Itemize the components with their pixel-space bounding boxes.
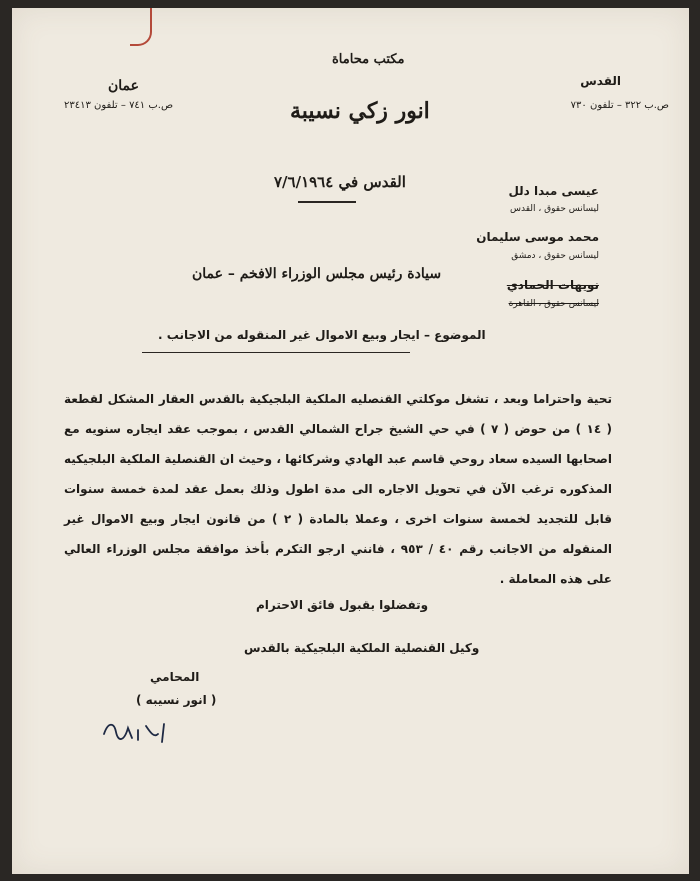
addressee: سيادة رئيس مجلس الوزراء الافخم – عمان: [192, 266, 442, 282]
partner-credential: ليسانس حقوق ، دمشق: [511, 251, 599, 261]
letter-page: [12, 8, 689, 874]
city-left: عمان: [108, 78, 139, 94]
address-left: ص.ب ٧٤١ – تلفون ٢٣٤١٣: [64, 100, 174, 111]
partner-name-struck: نويهات الحمادي: [506, 278, 599, 292]
red-pencil-mark: [130, 8, 152, 46]
closing-salutation: وتفضلوا بقبول فائق الاحترام: [256, 598, 429, 612]
handwritten-signature: [98, 712, 188, 746]
signatory-role: المحامي: [150, 670, 200, 684]
office-label: مكتب محاماة: [332, 52, 405, 67]
signatory-title: وكيل القنصلية الملكية البلجيكية بالقدس: [244, 641, 480, 655]
partner-credential: ليسانس حقوق ، القدس: [510, 204, 599, 214]
date-underline: [298, 201, 356, 203]
signatory-name: ( انور نسيبه ): [136, 693, 217, 707]
address-right: ص.ب ٣٢٢ – تلفون ٧٣٠: [570, 100, 669, 111]
partner-name: محمد موسى سليمان: [476, 230, 599, 244]
letter-date: القدس في ٧/٦/١٩٦٤: [274, 173, 406, 191]
city-right: القدس: [580, 74, 621, 88]
subject-underline: [142, 352, 410, 353]
partner-name: عيسى مبدا دلل: [508, 184, 599, 198]
subject-line: الموضوع – ايجار وبيع الاموال غير المنقوله من الاجانب .: [158, 328, 486, 342]
office-name: انور زكي نسيبة: [290, 98, 430, 124]
partner-credential-struck: ليسانس حقوق ، القاهرة: [508, 299, 599, 309]
letter-body: تحية واحتراما وبعد ، تشغل موكلتي القنصليه الملكية البلجيكية بالقدس العقار المشكل لقطعة ( ١٤ ) من حوض ( ٧ ) في حي الشيخ جراح الشمالي القدس ، بموجب عقد ايجاره سنويه مع اصحابها السيده سعاد روحي قاسم عبد الهادي وشركائها ، وحيث ان القنصلية الملكية البلجيكيه المذكوره ترغب الآن في تحويل الاجاره الى مدة اطول وذلك بعمل عقد لمدة خمسة سنوات قابل للتجديد لخمسة سنوات اخرى ، وعملا بالمادة ( ٢ ) من قانون ايجار وبيع الاموال غير المنقوله من الاجانب رقم ٤٠ / ٩٥٣ ، فانني ارجو التكرم بأخذ موافقة مجلس الوزراء العالي على هذه المعاملة .: [64, 392, 613, 586]
